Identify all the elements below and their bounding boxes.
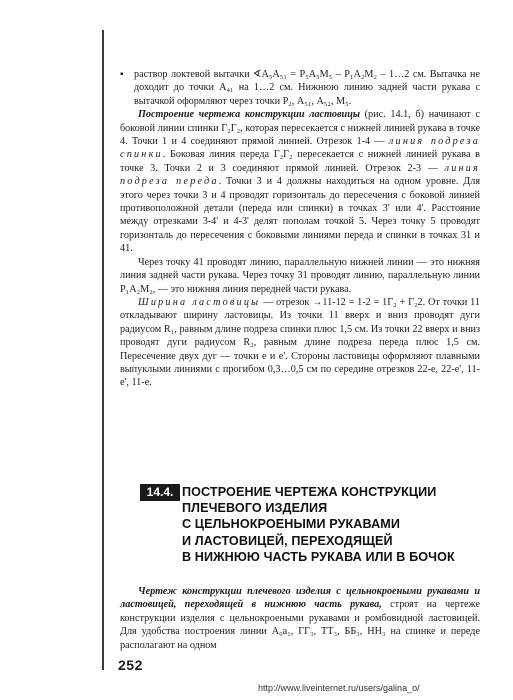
bullet-paragraph	[120, 68, 480, 108]
page-number: 252	[118, 657, 143, 673]
paragraph-text: Через точку 41 проводят линию, параллельную нижней линии — это нижняя линия задней части рукава. Через точку 31 проводят линию, параллельную линии Р₁А₂М₂, — это нижняя линия передней части рукава.	[120, 256, 480, 295]
footer-url: http://www.liveinternet.ru/users/galina_o/	[258, 683, 420, 693]
term-front-cut: линия подреза переда	[120, 162, 480, 188]
section-title-line: ПОСТРОЕНИЕ ЧЕРТЕЖА КОНСТРУКЦИИ	[182, 485, 437, 499]
section-title-line: И ЛАСТОВИЦЕЙ, ПЕРЕХОДЯЩЕЙ	[182, 533, 393, 548]
paragraph-gusset-construction	[120, 108, 480, 255]
paragraph-lead: Построение чертежа конструкции ластовицы	[138, 109, 360, 121]
section-title-line: ПЛЕЧЕВОГО ИЗДЕЛИЯ	[182, 501, 328, 516]
section-title-line: С ЦЕЛЬНОКРОЕНЫМИ РУКАВАМИ	[182, 517, 401, 532]
paragraph-text: — отрезок →11-12 = 1-2 = 1Г₂ + Г₂2. От точки 11 откладывают ширину ластовицы. Из точки 11 вверх и вниз проводят дуги радиусом R₁, равным длине подреза спинки плюс 1,5 см. Из точки 22 вверх и вниз проводят дуги радиусом R₂, равным длине подреза переда плюс 1,5 см. Пересечение двух дуг — точки е и е'. Стороны ластовицы оформляют плавными выпуклыми линиями с прогибом 0,3…0,5 см по середине отрезков 22-е, 22-е', 11-е', 11-е.	[120, 296, 480, 389]
term-gusset-width: Ширина ластовицы	[138, 296, 261, 308]
bullet-text: раствор локтевой вытачки ∢А₅А₅₁ = Р₅А₅М₅ – Р₁А₂М₂ – 1…2 см. Вытачка не доходит до точки А₄₁ на 1…2 см. Нижнюю линию задней части рукава с вытачкой оформляют через точки Р₂, А₅₁, А₅₂, М₅.	[134, 69, 480, 107]
page-left-edge-line	[102, 30, 104, 670]
paragraph-sleeve-lines	[120, 256, 480, 296]
figure-reference: (рис. 14.1, б)	[359, 109, 425, 121]
section-title	[182, 484, 502, 565]
section-number: 14.4.	[140, 484, 180, 501]
section-title-line: В НИЖНЮЮ ЧАСТЬ РУКАВА ИЛИ В БОЧОК	[182, 549, 455, 564]
paragraph-gusset-width	[120, 296, 480, 390]
paragraph-text: строят на чертеже конструкции изделия с цельнокроеными рукавами и ромбовидной ластовицей. Для удобства построения линии А₀а₁, ГГ₃, ТТ₃, ББ₃, НН₃ на спинке и переде располагают на одном	[120, 599, 480, 651]
paragraph-text: . Боковая линия переда Г₂Г₂ пересекается с нижней линией рукава в точке 3. Точки 2 и 3 соединяют прямой линией. Отрезок 2-3 —	[120, 149, 480, 174]
section-paragraph	[120, 585, 480, 652]
term-back-cut: линия подреза спинки	[120, 136, 480, 161]
paragraph-text: начинают с боковой линии спинки Г₂Г₂, которая пересекается с нижней линией рукава в точке 4. Точки 1 и 4 соединяют прямой линией. Отрезок 1-4 —	[120, 109, 480, 148]
body-text	[120, 68, 480, 390]
paragraph-lead: Чертеж конструкции плечевого изделия с цельнокроеными рукавами и ластовицей, переходящей в нижнюю часть рукава,	[120, 586, 480, 611]
section-body	[120, 585, 480, 652]
paragraph-text: . Точки 3 и 4 должны находиться на одном уровне. Для этого через точки 3 и 4 проводят горизонталь до пересечения с боковой линией противоположной детали (переда или спинки) в точках 3' или 4'. Расстояние между отрезками 3-4' и 4-3' делят пополам точкой 5. Через точку 5 проводят горизонталь до пересечения с боковыми линиями переда и спинки в точках 31 и 41.	[120, 176, 480, 255]
